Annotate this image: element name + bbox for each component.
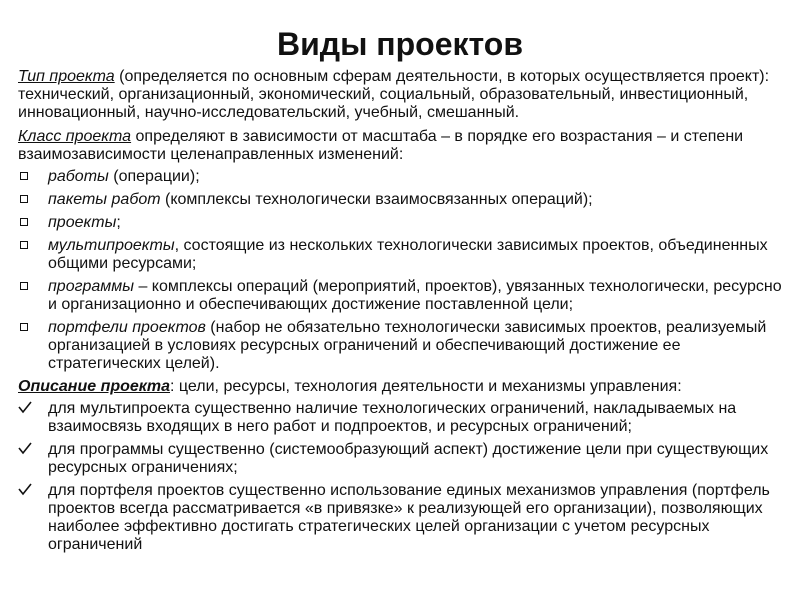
project-type-term: Тип проекта	[18, 68, 115, 85]
project-class-term: Класс проекта	[18, 128, 132, 145]
class-item-keyword: портфели проектов	[48, 319, 206, 336]
class-item-text: – комплексы операций (мероприятий, проектов), увязанных технологически, ресурсно и организационно и обеспечивающих достижение поставленной цели;	[48, 278, 782, 313]
project-description-term: Описание проекта	[18, 378, 171, 395]
square-bullet-icon	[20, 172, 28, 180]
project-class-paragraph	[18, 128, 788, 164]
list-item	[18, 319, 788, 373]
class-item-text: ;	[116, 214, 121, 231]
list-item	[18, 278, 788, 314]
list-item	[18, 214, 788, 232]
list-item	[18, 441, 788, 477]
project-description-list	[18, 400, 788, 554]
slide-body	[18, 68, 788, 559]
checkmark-icon	[18, 482, 32, 498]
project-class-text: определяют в зависимости от масштаба – в порядке его возрастания – и степени взаимозависимости целенаправленных изменений:	[18, 128, 744, 163]
class-item-keyword: программы	[48, 278, 134, 295]
class-item-keyword: мультипроекты	[48, 237, 175, 254]
class-item-keyword: работы	[48, 168, 109, 185]
project-type-paragraph	[18, 68, 788, 122]
description-item-text: для программы существенно (системообразующий аспект) достижение цели при существующих ресурсных ограничениях;	[48, 441, 769, 476]
project-description-text: : цели, ресурсы, технология деятельности и механизмы управления:	[170, 378, 682, 395]
page-title: Виды проектов	[276, 26, 523, 62]
project-description-paragraph	[18, 378, 788, 396]
project-class-list	[18, 168, 788, 373]
list-item	[18, 191, 788, 209]
square-bullet-icon	[20, 241, 28, 249]
class-item-keyword: пакеты работ	[48, 191, 161, 208]
square-bullet-icon	[20, 323, 28, 331]
square-bullet-icon	[20, 282, 28, 290]
class-item-text: (набор не обязательно технологически зависимых проектов, реализуемый организацией в условиях ресурсных ограничений и обеспечивающий достижение ее стратегических целей).	[48, 319, 767, 372]
square-bullet-icon	[20, 195, 28, 203]
list-item	[18, 482, 788, 554]
list-item	[18, 168, 788, 186]
checkmark-icon	[18, 400, 32, 416]
class-item-text: (операции);	[108, 168, 200, 185]
class-item-keyword: проекты	[48, 214, 117, 231]
class-item-text: , состоящие из нескольких технологически зависимых проектов, объединенных общими ресурсами;	[48, 237, 768, 272]
description-item-text: для портфеля проектов существенно использование единых механизмов управления (портфель проектов всегда рассматривается «в привязке» к реализующей его организации), позволяющих наиболее эффективно достигать стратегических целей организации с учетом ресурсных ограничений	[48, 482, 770, 553]
checkmark-icon	[18, 441, 32, 457]
list-item	[18, 237, 788, 273]
description-item-text: для мультипроекта существенно наличие технологических ограничений, накладываемых на взаимосвязь входящих в него работ и подпроектов, и ресурсных ограничений;	[48, 400, 737, 435]
square-bullet-icon	[20, 218, 28, 226]
list-item	[18, 400, 788, 436]
project-type-text: (определяется по основным сферам деятельности, в которых осуществляется проект): технический, организационный, экономический, социальный, образовательный, инвестиционный, инновационный, научно-исследовательский, учебный, смешанный.	[18, 68, 770, 121]
class-item-text: (комплексы технологически взаимосвязанных операций);	[160, 191, 593, 208]
